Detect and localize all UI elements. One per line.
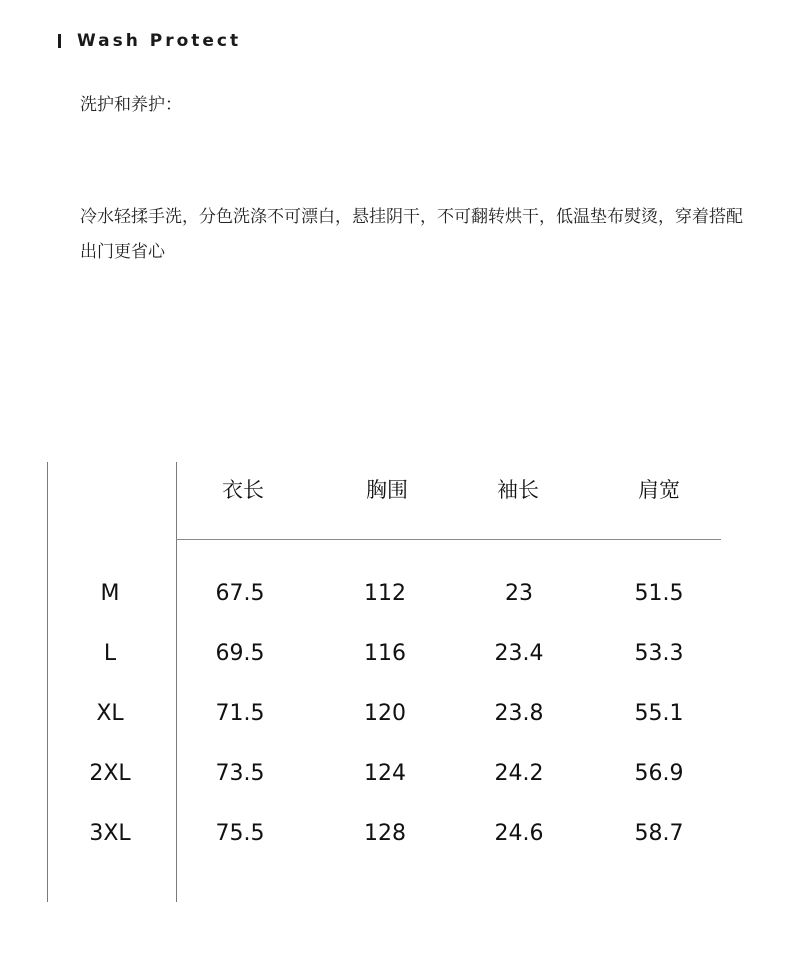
size-label-3xl: 3XL [89, 821, 131, 846]
table-size-column-divider [176, 462, 177, 902]
table-cell: 71.5 [215, 701, 265, 726]
table-cell: 53.3 [634, 641, 684, 666]
table-cell: 116 [364, 641, 406, 666]
table-cell: 55.1 [634, 701, 684, 726]
table-cell: 67.5 [215, 581, 265, 606]
table-cell: 24.6 [494, 821, 544, 846]
size-label-2xl: 2XL [89, 761, 131, 786]
table-cell: 23.4 [494, 641, 544, 666]
size-label-xl: XL [96, 701, 124, 726]
section-header [58, 28, 241, 54]
wash-care-instructions: 冷水轻揉手洗，分色洗涤不可漂白，悬挂阴干，不可翻转烘干，低温垫布熨烫，穿着搭配出门更省心 [80, 207, 743, 262]
table-cell: 69.5 [215, 641, 265, 666]
table-cell: 24.2 [494, 761, 544, 786]
table-cell: 58.7 [634, 821, 684, 846]
table-cell: 124 [364, 761, 406, 786]
table-cell: 56.9 [634, 761, 684, 786]
column-header-shoulder: 肩宽 [638, 478, 680, 502]
column-header-length: 衣长 [222, 478, 264, 502]
table-cell: 73.5 [215, 761, 265, 786]
table-cell: 128 [364, 821, 406, 846]
table-header-divider [176, 539, 721, 540]
table-cell: 120 [364, 701, 406, 726]
table-cell: 75.5 [215, 821, 265, 846]
table-cell: 23.8 [494, 701, 544, 726]
header-accent-bar [58, 34, 61, 48]
wash-care-label: 洗护和养护： [80, 95, 182, 115]
column-header-chest: 胸围 [366, 478, 408, 502]
table-left-border [47, 462, 48, 902]
section-title: Wash Protect [77, 31, 242, 51]
table-cell: 51.5 [634, 581, 684, 606]
size-label-m: M [100, 581, 120, 606]
column-header-sleeve: 袖长 [497, 478, 539, 502]
size-label-l: L [103, 641, 117, 666]
table-cell: 23 [505, 581, 533, 606]
table-cell: 112 [364, 581, 406, 606]
